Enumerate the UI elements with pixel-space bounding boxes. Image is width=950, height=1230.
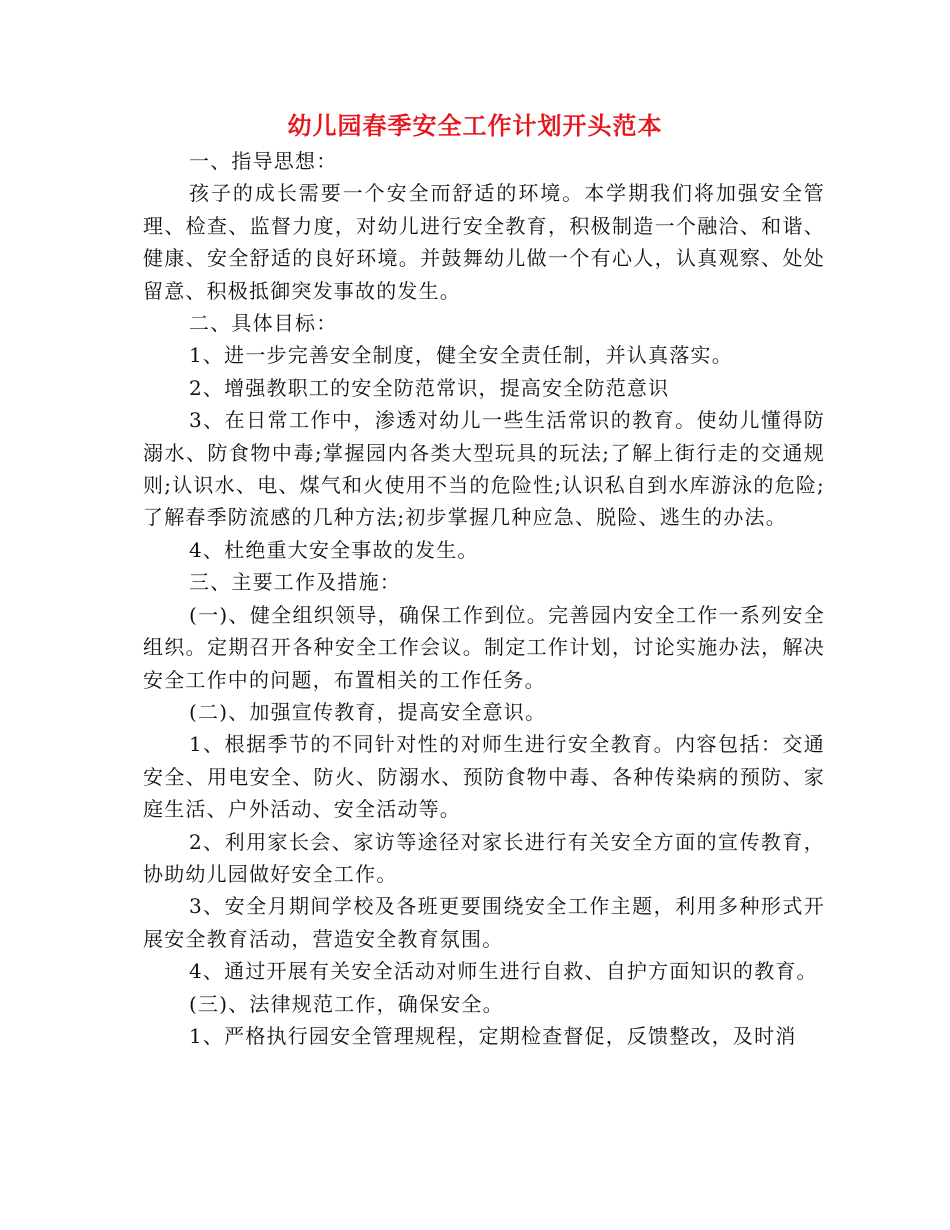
measure-heading: (三)、法律规范工作，确保安全。 — [189, 991, 504, 1016]
measure-item: 3、安全月期间学校及各班更要围绕安全工作主题，利用多种形式开展安全教育活动，营造安全教育氛围。 — [143, 894, 825, 951]
measure-item: 2、利用家长会、家访等途径对家长进行有关安全方面的宣传教育，协助幼儿园做好安全工作。 — [143, 829, 825, 886]
section-heading-guiding-thought: 一、指导思想： — [189, 149, 338, 173]
measure-item: 1、严格执行园安全管理规程，定期检查督促，反馈整改，及时消 — [189, 1023, 797, 1048]
measure-heading: (二)、加强宣传教育，提高安全意识。 — [189, 699, 547, 724]
section-heading-specific-goals: 二、具体目标： — [189, 311, 338, 336]
section-heading-main-work: 三、主要工作及措施： — [189, 570, 401, 595]
paragraph: 孩子的成长需要一个安全而舒适的环境。本学期我们将加强安全管理、检查、监督力度，对幼儿进行安全教育，积极制造一个融洽、和谐、健康、安全舒适的良好环境。并鼓舞幼儿做一个有心人，认真观察、处处留意、积极抵御突发事故的发生。 — [143, 181, 825, 303]
goal-item: 3、在日常工作中，渗透对幼儿一些生活常识的教育。使幼儿懂得防溺水、防食物中毒;掌握园内各类大型玩具的玩法;了解上街行走的交通规则;认识水、电、煤气和火使用不当的危险性;认识私自到水库游泳的危险;了解春季防流感的几种方法;初步掌握几种应急、脱险、逃生的办法。 — [143, 408, 825, 530]
goal-item: 2、增强教职工的安全防范常识，提高安全防范意识 — [189, 375, 670, 400]
document-title: 幼儿园春季安全工作计划开头范本 — [287, 111, 663, 140]
document-body — [143, 145, 825, 1052]
measure-item: 4、通过开展有关安全活动对师生进行自救、自护方面知识的教育。 — [189, 959, 818, 984]
goal-item: 1、进一步完善安全制度，健全安全责任制，并认真落实。 — [189, 343, 733, 368]
goal-item: 4、杜绝重大安全事故的发生。 — [189, 537, 479, 562]
measure-item: 1、根据季节的不同针对性的对师生进行安全教育。内容包括：交通安全、用电安全、防火、防溺水、预防食物中毒、各种传染病的预防、家庭生活、户外活动、安全活动等。 — [143, 732, 825, 822]
measure-item: (一)、健全组织领导，确保工作到位。完善园内安全工作一系列安全组织。定期召开各种安全工作会议。制定工作计划，讨论实施办法，解决安全工作中的问题，布置相关的工作任务。 — [143, 602, 825, 692]
